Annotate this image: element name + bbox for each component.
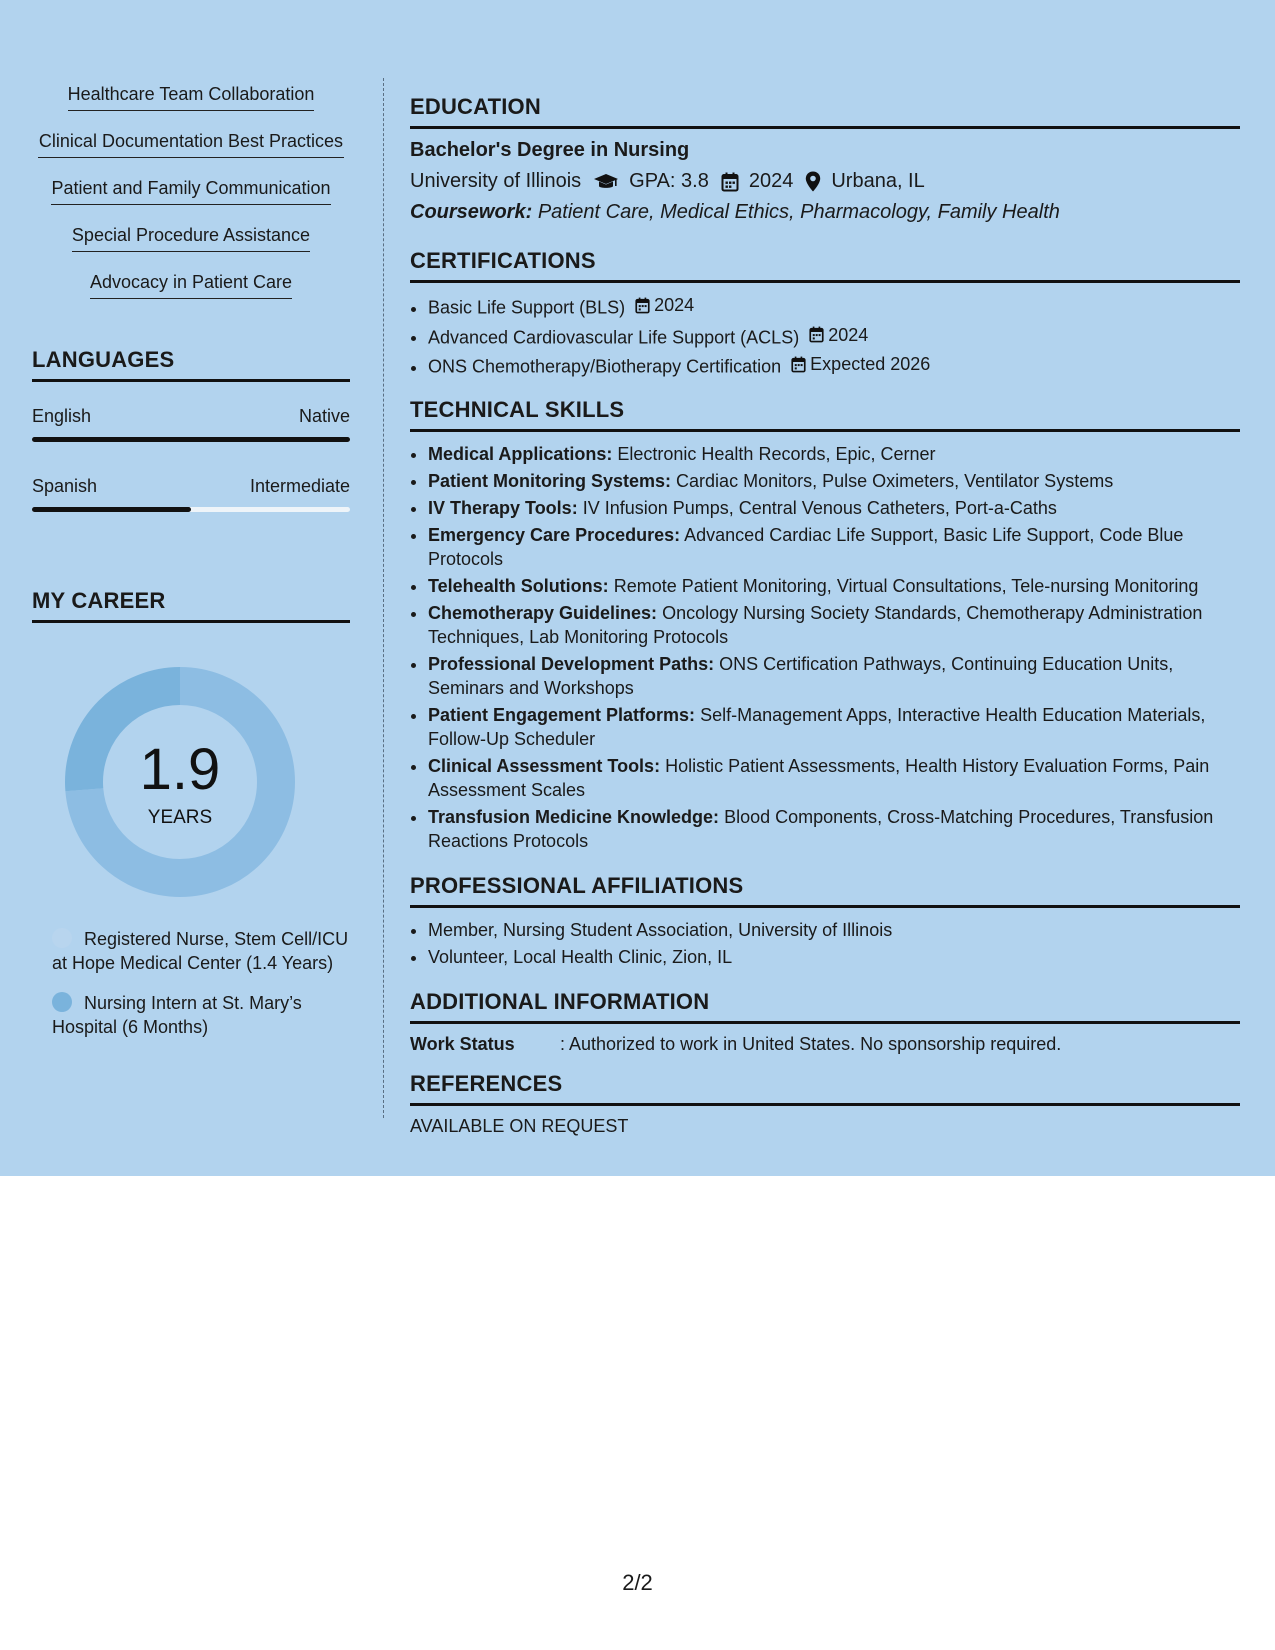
location-pin-icon bbox=[805, 171, 821, 192]
affiliation-item: • Volunteer, Local Health Clinic, Zion, IL bbox=[428, 945, 1240, 969]
skill-label: Transfusion Medicine Knowledge: bbox=[428, 806, 720, 827]
certification-name: Basic Life Support (BLS) bbox=[428, 297, 626, 318]
skill-item bbox=[428, 601, 1240, 649]
strength-item bbox=[32, 129, 350, 158]
certification-name: Advanced Cardiovascular Life Support (ACLS) bbox=[428, 327, 800, 347]
certification-name: ONS Chemotherapy/Biotherapy Certification bbox=[428, 356, 782, 377]
references-heading: REFERENCES bbox=[410, 1071, 1240, 1106]
strength-label: Clinical Documentation Best Practices bbox=[38, 129, 344, 158]
languages-section bbox=[32, 347, 350, 512]
skills-heading: TECHNICAL SKILLS bbox=[410, 397, 1240, 432]
language-bar bbox=[32, 437, 350, 442]
page-number: 2/2 bbox=[622, 1570, 653, 1595]
career-item bbox=[32, 927, 350, 975]
calendar-icon bbox=[635, 297, 650, 314]
skill-text: IV Infusion Pumps, Central Venous Catheters, Port-a-Caths bbox=[582, 497, 1057, 518]
career-unit: YEARS bbox=[147, 807, 213, 828]
degree-title: Bachelor's Degree in Nursing bbox=[410, 139, 690, 161]
skill-text: ONS Certification Pathways, Continuing Education Units, Seminars and Workshops bbox=[428, 653, 1174, 698]
language-level: Intermediate bbox=[249, 476, 350, 496]
career-donut bbox=[65, 667, 295, 897]
language-row bbox=[32, 406, 350, 427]
calendar-icon bbox=[721, 172, 739, 192]
strength-item bbox=[32, 82, 350, 111]
references-text: AVAILABLE ON REQUEST bbox=[410, 1115, 629, 1136]
skill-label: Telehealth Solutions: bbox=[428, 575, 609, 596]
certification-date: 2024 bbox=[828, 324, 869, 345]
strength-label: Advocacy in Patient Care bbox=[90, 270, 292, 299]
affiliations-section bbox=[410, 873, 1240, 969]
legend-dot-icon bbox=[52, 928, 72, 948]
skill-label: Patient Monitoring Systems: bbox=[428, 470, 672, 491]
language-row bbox=[32, 476, 350, 497]
certification-item bbox=[428, 323, 1240, 350]
certification-date: 2024 bbox=[654, 295, 695, 315]
skill-label: Professional Development Paths: bbox=[428, 653, 715, 674]
skill-label: Clinical Assessment Tools: bbox=[428, 755, 661, 776]
language-level: Native bbox=[298, 406, 350, 426]
strengths-list bbox=[32, 82, 350, 299]
skills-section bbox=[410, 397, 1240, 853]
calendar-icon bbox=[809, 326, 824, 343]
education-heading: EDUCATION bbox=[410, 94, 1240, 129]
skill-label: Medical Applications: bbox=[428, 443, 613, 464]
sidebar bbox=[32, 82, 350, 1039]
strength-label: Healthcare Team Collaboration bbox=[68, 82, 315, 111]
skill-text: Blood Components, Cross-Matching Procedures, Transfusion Reactions Protocols bbox=[428, 806, 1214, 851]
calendar-icon bbox=[791, 356, 806, 373]
skill-text: Electronic Health Records, Epic, Cerner bbox=[617, 443, 936, 464]
coursework-label: Coursework: bbox=[410, 201, 533, 223]
skill-text: Cardiac Monitors, Pulse Oximeters, Ventilator Systems bbox=[676, 470, 1114, 491]
legend-dot-icon bbox=[52, 992, 72, 1012]
language-name: English bbox=[32, 406, 92, 426]
affiliations-list bbox=[410, 918, 1240, 969]
school-name: University of Illinois bbox=[410, 170, 582, 192]
gpa-value: GPA: 3.8 bbox=[629, 170, 709, 192]
skill-text: Advanced Cardiac Life Support, Basic Life Support, Code Blue Protocols bbox=[428, 524, 1184, 569]
skill-text: Remote Patient Monitoring, Virtual Consultations, Tele-nursing Monitoring bbox=[613, 575, 1199, 596]
strength-item bbox=[32, 270, 350, 299]
affiliation-item: • Member, Nursing Student Association, University of Illinois bbox=[428, 918, 1240, 942]
certifications-heading: CERTIFICATIONS bbox=[410, 248, 1240, 283]
skill-label: Patient Engagement Platforms: bbox=[428, 704, 696, 725]
skill-item bbox=[428, 805, 1240, 853]
skill-item bbox=[428, 469, 1240, 493]
language-name: Spanish bbox=[32, 476, 98, 496]
additional-info-section bbox=[410, 989, 1240, 1055]
main-content bbox=[410, 94, 1240, 1137]
strength-item bbox=[32, 176, 350, 205]
education-section bbox=[410, 94, 1240, 224]
skill-text: Oncology Nursing Society Standards, Chemotherapy Administration Techniques, Lab Monitoring Protocols bbox=[428, 602, 1203, 647]
skill-item bbox=[428, 496, 1240, 520]
certifications-section bbox=[410, 248, 1240, 379]
skill-item bbox=[428, 754, 1240, 802]
graduation-cap-icon bbox=[593, 173, 619, 191]
language-bar bbox=[32, 507, 350, 512]
affiliations-heading: PROFESSIONAL AFFILIATIONS bbox=[410, 873, 1240, 908]
skill-label: Emergency Care Procedures: bbox=[428, 524, 681, 545]
skill-text: Holistic Patient Assessments, Health History Evaluation Forms, Pain Assessment Scales bbox=[428, 755, 1210, 800]
skill-label: IV Therapy Tools: bbox=[428, 497, 578, 518]
skill-item bbox=[428, 442, 1240, 466]
references-section bbox=[410, 1071, 1240, 1137]
language-bar-fill bbox=[32, 437, 350, 442]
additional-info-heading: ADDITIONAL INFORMATION bbox=[410, 989, 1240, 1024]
skills-list bbox=[410, 442, 1240, 853]
certification-date: Expected 2026 bbox=[810, 354, 931, 374]
education-meta bbox=[410, 170, 1240, 193]
language-bar-fill bbox=[32, 507, 191, 512]
skill-item bbox=[428, 574, 1240, 598]
certification-item bbox=[428, 293, 1240, 320]
career-item-text: Nursing Intern at St. Mary’s Hospital (6 Months) bbox=[52, 993, 302, 1037]
career-item-text: Registered Nurse, Stem Cell/ICU at Hope Medical Center (1.4 Years) bbox=[52, 929, 349, 973]
work-status-label: Work Status bbox=[410, 1033, 515, 1054]
coursework-text: Patient Care, Medical Ethics, Pharmacology, Family Health bbox=[537, 201, 1060, 223]
column-divider bbox=[383, 78, 384, 1118]
skill-text: Self-Management Apps, Interactive Health Education Materials, Follow-Up Scheduler bbox=[428, 704, 1206, 749]
certification-item bbox=[428, 352, 1240, 379]
languages-heading: LANGUAGES bbox=[32, 347, 350, 382]
skill-item bbox=[428, 703, 1240, 751]
skill-item bbox=[428, 523, 1240, 571]
coursework bbox=[410, 201, 1240, 224]
career-legend bbox=[32, 927, 350, 1039]
certifications-list bbox=[410, 293, 1240, 379]
work-status-row bbox=[410, 1034, 1240, 1055]
skill-label: Chemotherapy Guidelines: bbox=[428, 602, 658, 623]
graduation-year: 2024 bbox=[748, 170, 794, 192]
strength-label: Patient and Family Communication bbox=[51, 176, 330, 205]
career-section bbox=[32, 588, 350, 1039]
work-status-value: : Authorized to work in United States. No sponsorship required. bbox=[560, 1033, 1062, 1054]
career-heading: MY CAREER bbox=[32, 588, 350, 623]
strength-label: Special Procedure Assistance bbox=[72, 223, 310, 252]
career-total: 1.9 bbox=[139, 737, 221, 802]
skill-item bbox=[428, 652, 1240, 700]
school-location: Urbana, IL bbox=[831, 170, 925, 192]
career-item bbox=[32, 991, 350, 1039]
strength-item bbox=[32, 223, 350, 252]
